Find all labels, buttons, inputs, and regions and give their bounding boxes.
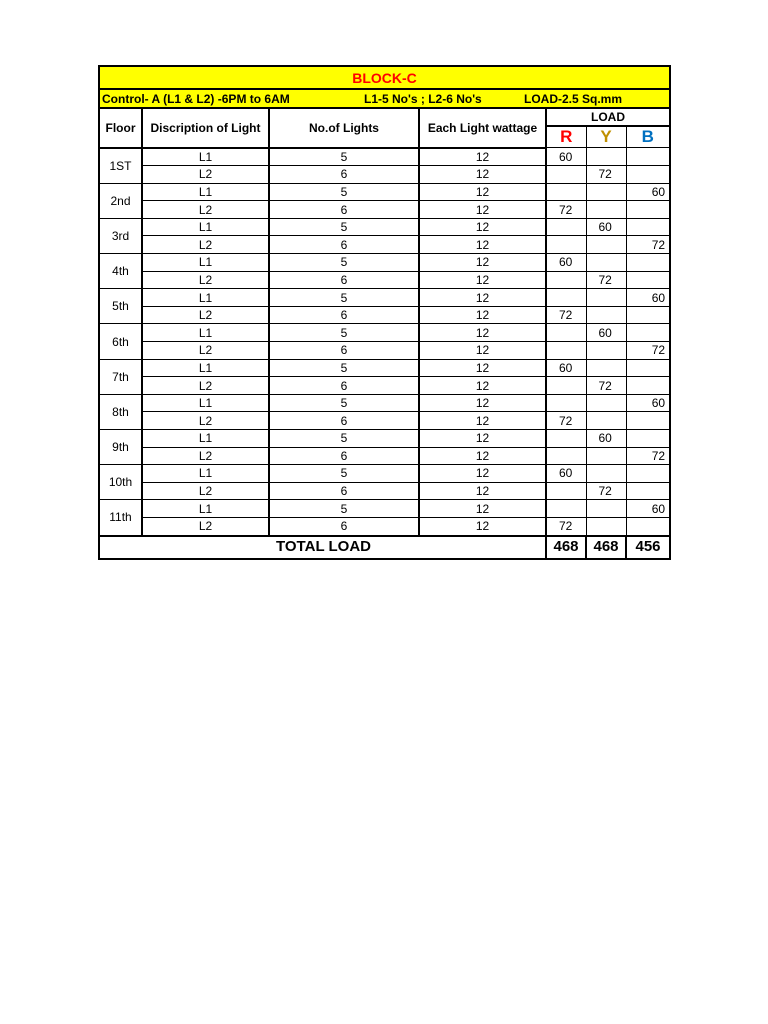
load-r-cell <box>546 500 586 518</box>
floor-cell: 2nd <box>99 183 142 218</box>
load-b-cell <box>626 218 670 236</box>
num-lights-cell: 6 <box>269 447 419 465</box>
load-y-cell: 72 <box>586 482 626 500</box>
control-cable: LOAD-2.5 Sq.mm <box>524 91 623 106</box>
num-lights-cell: 6 <box>269 201 419 219</box>
wattage-cell: 12 <box>419 342 546 360</box>
load-b-cell <box>626 271 670 289</box>
floor-cell: 7th <box>99 359 142 394</box>
floor-cell: 9th <box>99 430 142 465</box>
table-row <box>99 412 670 430</box>
load-r-cell: 60 <box>546 359 586 377</box>
header-phase-b: B <box>626 126 670 148</box>
light-description-cell: L2 <box>142 412 269 430</box>
num-lights-cell: 6 <box>269 236 419 254</box>
num-lights-cell: 5 <box>269 148 419 166</box>
load-r-cell <box>546 271 586 289</box>
light-description-cell: L2 <box>142 377 269 395</box>
table-row <box>99 359 670 377</box>
table-row <box>99 447 670 465</box>
wattage-cell: 12 <box>419 482 546 500</box>
num-lights-cell: 5 <box>269 465 419 483</box>
load-r-cell <box>546 377 586 395</box>
load-y-cell <box>586 306 626 324</box>
wattage-cell: 12 <box>419 306 546 324</box>
total-row <box>99 536 670 559</box>
header-phase-r: R <box>546 126 586 148</box>
load-y-cell: 60 <box>586 430 626 448</box>
load-r-cell <box>546 218 586 236</box>
num-lights-cell: 5 <box>269 324 419 342</box>
table-row <box>99 166 670 184</box>
light-description-cell: L2 <box>142 166 269 184</box>
table-row <box>99 271 670 289</box>
load-b-cell <box>626 324 670 342</box>
wattage-cell: 12 <box>419 271 546 289</box>
load-y-cell <box>586 148 626 166</box>
header-phase-y: Y <box>586 126 626 148</box>
floor-cell: 5th <box>99 289 142 324</box>
load-r-cell <box>546 447 586 465</box>
header-wattage: Each Light wattage <box>419 108 546 148</box>
load-b-cell <box>626 412 670 430</box>
load-r-cell: 72 <box>546 412 586 430</box>
light-description-cell: L1 <box>142 218 269 236</box>
total-load-label: TOTAL LOAD <box>99 536 546 559</box>
wattage-cell: 12 <box>419 324 546 342</box>
load-y-cell <box>586 342 626 360</box>
table-row <box>99 482 670 500</box>
load-b-cell: 60 <box>626 183 670 201</box>
light-description-cell: L2 <box>142 447 269 465</box>
table-row <box>99 236 670 254</box>
load-y-cell <box>586 359 626 377</box>
num-lights-cell: 6 <box>269 342 419 360</box>
light-description-cell: L2 <box>142 482 269 500</box>
light-description-cell: L1 <box>142 148 269 166</box>
load-y-cell: 72 <box>586 271 626 289</box>
load-r-cell: 60 <box>546 254 586 272</box>
wattage-cell: 12 <box>419 148 546 166</box>
load-y-cell <box>586 517 626 535</box>
table-row <box>99 517 670 535</box>
load-y-cell <box>586 394 626 412</box>
wattage-cell: 12 <box>419 465 546 483</box>
load-b-cell <box>626 254 670 272</box>
table-row <box>99 430 670 448</box>
load-y-cell <box>586 412 626 430</box>
table-row <box>99 465 670 483</box>
load-b-cell: 60 <box>626 394 670 412</box>
load-r-cell <box>546 324 586 342</box>
load-r-cell: 60 <box>546 465 586 483</box>
load-y-cell: 60 <box>586 218 626 236</box>
load-r-cell <box>546 236 586 254</box>
header-description: Discription of Light <box>142 108 269 148</box>
wattage-cell: 12 <box>419 166 546 184</box>
load-b-cell: 72 <box>626 342 670 360</box>
wattage-cell: 12 <box>419 236 546 254</box>
light-description-cell: L1 <box>142 465 269 483</box>
load-y-cell: 60 <box>586 324 626 342</box>
floor-cell: 1ST <box>99 148 142 184</box>
table-row <box>99 201 670 219</box>
load-y-cell <box>586 465 626 483</box>
num-lights-cell: 5 <box>269 254 419 272</box>
load-y-cell <box>586 236 626 254</box>
num-lights-cell: 5 <box>269 183 419 201</box>
load-b-cell: 72 <box>626 236 670 254</box>
load-r-cell: 72 <box>546 201 586 219</box>
num-lights-cell: 6 <box>269 412 419 430</box>
header-floor: Floor <box>99 108 142 148</box>
light-description-cell: L2 <box>142 342 269 360</box>
num-lights-cell: 6 <box>269 271 419 289</box>
table-row <box>99 289 670 307</box>
load-b-cell <box>626 306 670 324</box>
wattage-cell: 12 <box>419 183 546 201</box>
light-description-cell: L2 <box>142 517 269 535</box>
light-description-cell: L2 <box>142 236 269 254</box>
num-lights-cell: 5 <box>269 430 419 448</box>
control-info <box>99 89 670 108</box>
load-b-cell <box>626 465 670 483</box>
load-y-cell <box>586 254 626 272</box>
num-lights-cell: 5 <box>269 289 419 307</box>
load-y-cell <box>586 500 626 518</box>
load-table <box>98 65 671 560</box>
num-lights-cell: 5 <box>269 394 419 412</box>
wattage-cell: 12 <box>419 359 546 377</box>
wattage-cell: 12 <box>419 430 546 448</box>
load-y-cell: 72 <box>586 166 626 184</box>
load-b-cell <box>626 166 670 184</box>
load-y-cell <box>586 183 626 201</box>
load-r-cell: 72 <box>546 306 586 324</box>
load-b-cell <box>626 430 670 448</box>
wattage-cell: 12 <box>419 517 546 535</box>
load-r-cell <box>546 166 586 184</box>
load-y-cell: 72 <box>586 377 626 395</box>
load-b-cell <box>626 517 670 535</box>
table-row <box>99 324 670 342</box>
wattage-cell: 12 <box>419 218 546 236</box>
wattage-cell: 12 <box>419 500 546 518</box>
light-description-cell: L1 <box>142 359 269 377</box>
load-r-cell <box>546 183 586 201</box>
header-num-lights: No.of Lights <box>269 108 419 148</box>
control-counts: L1-5 No's ; L2-6 No's <box>364 91 482 106</box>
wattage-cell: 12 <box>419 412 546 430</box>
total-r-cell: 468 <box>546 536 586 559</box>
table-row <box>99 306 670 324</box>
table-row <box>99 377 670 395</box>
table-row <box>99 148 670 166</box>
light-description-cell: L2 <box>142 271 269 289</box>
floor-cell: 11th <box>99 500 142 536</box>
header-load: LOAD <box>546 108 670 126</box>
num-lights-cell: 5 <box>269 500 419 518</box>
load-b-cell: 72 <box>626 447 670 465</box>
load-y-cell <box>586 447 626 465</box>
num-lights-cell: 6 <box>269 166 419 184</box>
light-description-cell: L2 <box>142 201 269 219</box>
wattage-cell: 12 <box>419 394 546 412</box>
wattage-cell: 12 <box>419 447 546 465</box>
table-row <box>99 500 670 518</box>
light-description-cell: L1 <box>142 324 269 342</box>
wattage-cell: 12 <box>419 289 546 307</box>
table-row <box>99 218 670 236</box>
load-r-cell <box>546 342 586 360</box>
load-r-cell: 72 <box>546 517 586 535</box>
load-b-cell <box>626 148 670 166</box>
light-description-cell: L2 <box>142 306 269 324</box>
load-b-cell: 60 <box>626 500 670 518</box>
num-lights-cell: 6 <box>269 482 419 500</box>
floor-cell: 10th <box>99 465 142 500</box>
light-description-cell: L1 <box>142 500 269 518</box>
wattage-cell: 12 <box>419 254 546 272</box>
light-description-cell: L1 <box>142 394 269 412</box>
num-lights-cell: 6 <box>269 377 419 395</box>
wattage-cell: 12 <box>419 201 546 219</box>
load-b-cell: 60 <box>626 289 670 307</box>
light-description-cell: L1 <box>142 183 269 201</box>
num-lights-cell: 6 <box>269 517 419 535</box>
light-description-cell: L1 <box>142 254 269 272</box>
floor-cell: 6th <box>99 324 142 359</box>
load-r-cell <box>546 430 586 448</box>
light-description-cell: L1 <box>142 430 269 448</box>
total-b-cell: 456 <box>626 536 670 559</box>
block-title: BLOCK-C <box>99 66 670 89</box>
floor-cell: 3rd <box>99 218 142 253</box>
floor-cell: 4th <box>99 254 142 289</box>
load-b-cell <box>626 359 670 377</box>
load-y-cell <box>586 201 626 219</box>
table-row <box>99 183 670 201</box>
total-y-cell: 468 <box>586 536 626 559</box>
num-lights-cell: 5 <box>269 218 419 236</box>
load-r-cell <box>546 394 586 412</box>
load-r-cell <box>546 289 586 307</box>
control-schedule: Control- A (L1 & L2) -6PM to 6AM <box>102 91 290 106</box>
table-row <box>99 254 670 272</box>
load-r-cell <box>546 482 586 500</box>
wattage-cell: 12 <box>419 377 546 395</box>
light-description-cell: L1 <box>142 289 269 307</box>
load-b-cell <box>626 201 670 219</box>
load-b-cell <box>626 377 670 395</box>
floor-cell: 8th <box>99 394 142 429</box>
load-y-cell <box>586 289 626 307</box>
load-b-cell <box>626 482 670 500</box>
table-row <box>99 342 670 360</box>
num-lights-cell: 6 <box>269 306 419 324</box>
load-r-cell: 60 <box>546 148 586 166</box>
num-lights-cell: 5 <box>269 359 419 377</box>
table-row <box>99 394 670 412</box>
